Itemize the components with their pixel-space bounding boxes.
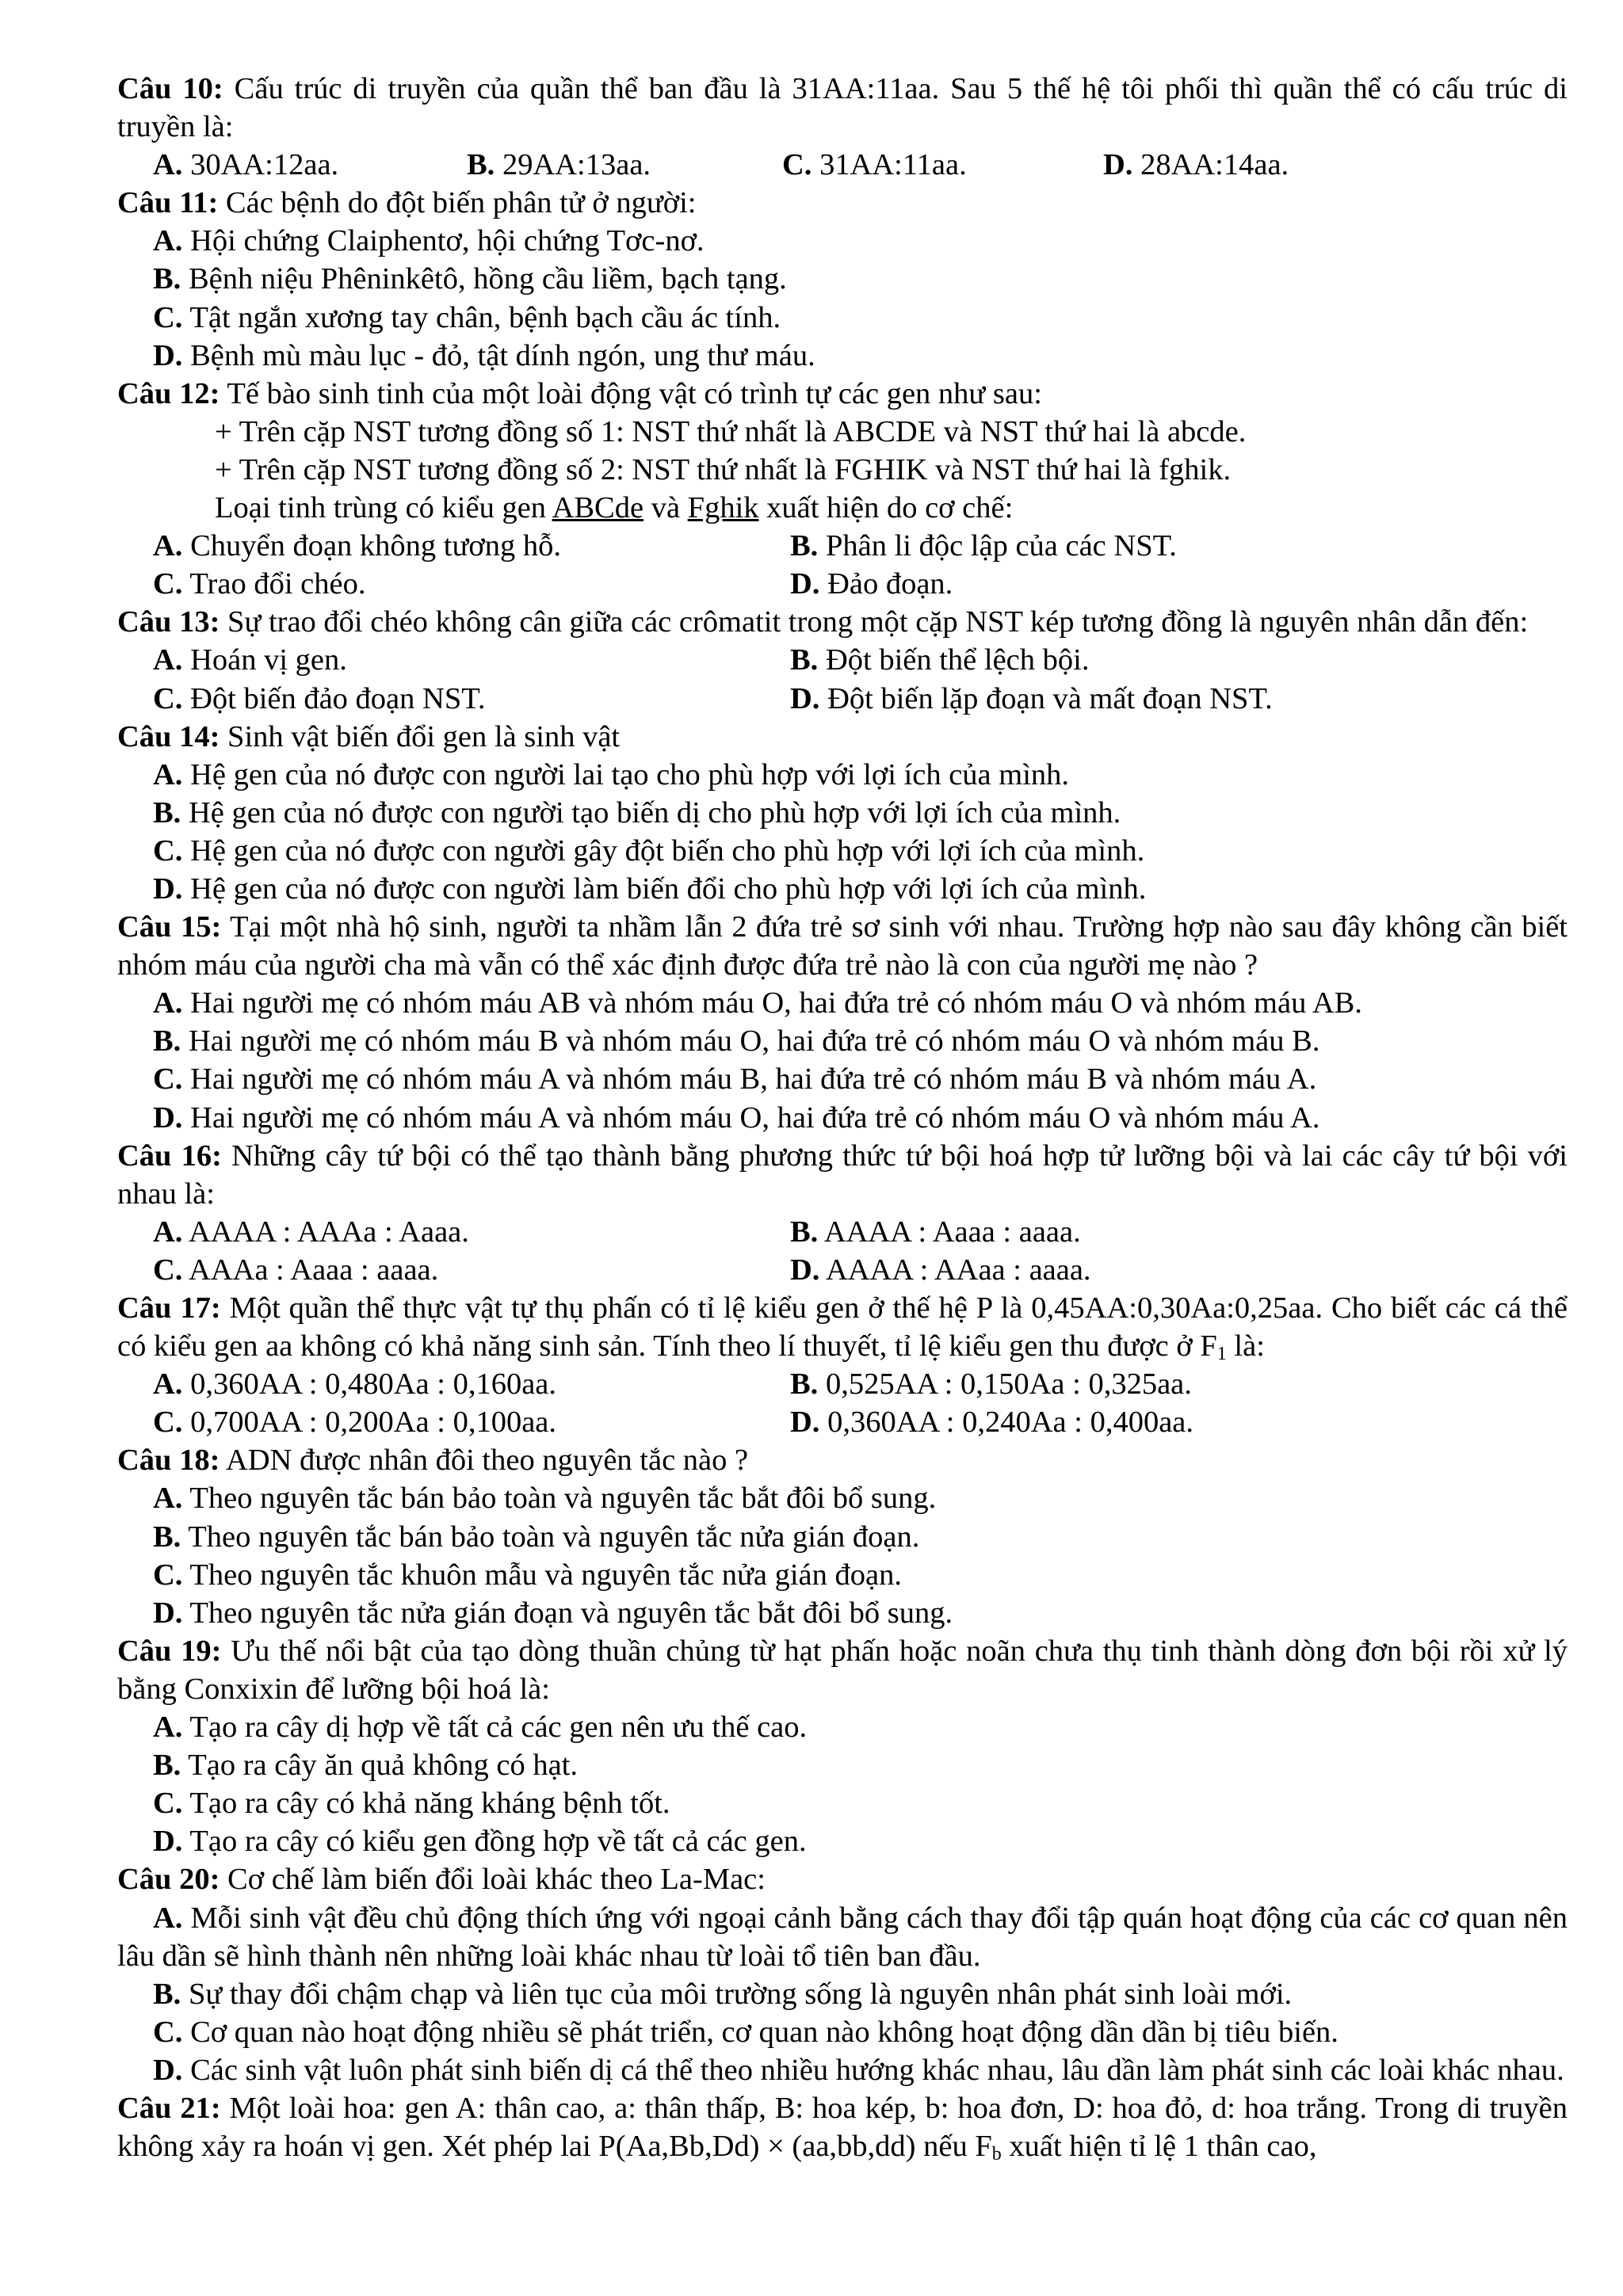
option-text: Bệnh niệu Phêninkêtô, hồng cầu liềm, bạch tạng. xyxy=(181,262,787,296)
question-12-stem xyxy=(117,375,1568,413)
option-text: Trao đổi chéo. xyxy=(182,567,366,601)
question-14-stem xyxy=(117,718,1568,756)
option-letter: C. xyxy=(153,1062,183,1097)
option-c[interactable] xyxy=(153,565,790,603)
question-number: Câu 12: xyxy=(117,376,220,410)
option-text: Phân li độc lập của các NST. xyxy=(818,529,1177,563)
option-letter: D. xyxy=(153,2053,183,2087)
question-text: Cơ chế làm biến đổi loài khác theo La-Mac: xyxy=(220,1863,766,1897)
option-b[interactable] xyxy=(117,1022,1568,1060)
question-text: ADN được nhân đôi theo nguyên tắc nào ? xyxy=(220,1444,749,1478)
option-letter: A. xyxy=(153,529,183,563)
option-letter: C. xyxy=(153,681,183,715)
chromosome-pair-1-line: + Trên cặp NST tương đồng số 1: NST thứ nhất là ABCDE và NST thứ hai là abcde. xyxy=(215,414,1247,448)
options-row xyxy=(117,1213,1568,1251)
option-text: Hệ gen của nó được con người tạo biến dị cho phù hợp với lợi ích của mình. xyxy=(181,795,1121,830)
option-letter: B. xyxy=(153,1024,181,1058)
option-letter: A. xyxy=(153,1711,183,1745)
option-text: Bệnh mù màu lục - đỏ, tật dính ngón, ung thư máu. xyxy=(182,338,815,372)
option-c[interactable] xyxy=(117,1556,1568,1594)
options-row xyxy=(117,565,1568,603)
options-row xyxy=(117,1251,1568,1289)
option-c[interactable] xyxy=(117,299,1568,337)
option-b[interactable] xyxy=(790,1213,1081,1251)
subscript: b xyxy=(991,2144,1002,2165)
option-a[interactable] xyxy=(153,146,467,184)
option-text: Hội chứng Claiphentơ, hội chứng Tơc-nơ. xyxy=(182,224,705,258)
option-text: Hai người mẹ có nhóm máu A và nhóm máu O, hai đứa trẻ có nhóm máu O và nhóm máu A. xyxy=(182,1100,1320,1135)
question-14 xyxy=(117,718,1568,908)
option-b[interactable] xyxy=(117,794,1568,832)
text: và xyxy=(643,491,688,525)
option-c[interactable] xyxy=(153,680,790,718)
text: xuất hiện do cơ chế: xyxy=(758,491,1014,525)
option-c[interactable] xyxy=(153,1251,790,1289)
option-text: 0,525AA : 0,150Aa : 0,325aa. xyxy=(818,1367,1192,1402)
option-letter: A. xyxy=(153,224,183,258)
sperm-genotype-line xyxy=(117,489,1568,527)
option-text: Hai người mẹ có nhóm máu AB và nhóm máu O, hai đứa trẻ có nhóm máu O và nhóm máu AB. xyxy=(182,986,1362,1020)
option-a[interactable] xyxy=(153,1365,790,1403)
options-row xyxy=(117,146,1568,184)
question-text: Ưu thế nổi bật của tạo dòng thuần chủng từ hạt phấn hoặc noãn chưa thụ tinh thành dòng đơn bội rồi xử lý bằng Conxixin để lưỡng bội hoá là: xyxy=(117,1634,1568,1706)
option-d[interactable] xyxy=(117,870,1568,908)
option-text: Cơ quan nào hoạt động nhiều sẽ phát triển, cơ quan nào không hoạt động dần dần bị tiêu biến. xyxy=(182,2015,1338,2049)
question-17 xyxy=(117,1289,1568,1441)
question-text: Sự trao đổi chéo không cân giữa các crômatit trong một cặp NST kép tương đồng là nguyên nhân dẫn đến: xyxy=(220,605,1529,639)
chromosome-pair-2-line: + Trên cặp NST tương đồng số 2: NST thứ nhất là FGHIK và NST thứ hai là fghik. xyxy=(215,452,1232,486)
option-text: Các sinh vật luôn phát sinh biến dị cá thể theo nhiều hướng khác nhau, lâu dần làm phát sinh các loài khác nhau. xyxy=(182,2053,1564,2087)
question-text-end: xuất hiện tỉ lệ 1 thân cao, xyxy=(1001,2130,1317,2164)
option-d[interactable] xyxy=(117,1822,1568,1860)
option-text: Theo nguyên tắc khuôn mẫu và nguyên tắc nửa gián đoạn. xyxy=(182,1558,902,1592)
question-20-stem xyxy=(117,1860,1568,1898)
option-letter: D. xyxy=(790,681,820,715)
option-d[interactable] xyxy=(790,680,1273,718)
question-number: Câu 20: xyxy=(117,1863,220,1897)
genotype-underlined: Fghik xyxy=(687,491,759,525)
option-letter: C. xyxy=(782,148,812,182)
option-text: 31AA:11aa. xyxy=(812,148,967,182)
option-letter: A. xyxy=(153,757,183,791)
option-a[interactable] xyxy=(153,527,790,565)
option-letter: C. xyxy=(153,567,183,601)
question-text: Một quần thể thực vật tự thụ phấn có tỉ lệ kiểu gen ở thế hệ P là 0,45AA:0,30Aa:0,25aa. Cho biết các cá thể có kiểu gen aa không có khả năng sinh sản. Tính theo lí thuyết, tỉ lệ kiểu gen thu được ở F xyxy=(117,1291,1568,1363)
option-letter: C. xyxy=(153,300,183,334)
option-b[interactable] xyxy=(117,1975,1568,2013)
question-number: Câu 19: xyxy=(117,1634,222,1668)
option-text: Tạo ra cây có kiểu gen đồng hợp về tất cả các gen. xyxy=(182,1825,807,1859)
option-a[interactable] xyxy=(117,984,1568,1022)
option-letter: B. xyxy=(153,262,181,296)
option-c[interactable] xyxy=(117,1784,1568,1822)
option-c[interactable] xyxy=(117,1060,1568,1098)
option-text: Tật ngắn xương tay chân, bệnh bạch cầu ác tính. xyxy=(182,300,781,334)
option-letter: A. xyxy=(153,986,183,1020)
option-text: 0,700AA : 0,200Aa : 0,100aa. xyxy=(182,1405,557,1440)
option-b[interactable] xyxy=(790,641,1089,679)
question-15 xyxy=(117,908,1568,1137)
options-row xyxy=(117,1365,1568,1403)
question-text: Các bệnh do đột biến phân tử ở người: xyxy=(218,186,697,220)
option-text: Hệ gen của nó được con người lai tạo cho phù hợp với lợi ích của mình. xyxy=(182,757,1070,791)
option-letter: D. xyxy=(153,1596,183,1630)
option-a[interactable] xyxy=(117,1708,1568,1746)
question-16-stem xyxy=(117,1137,1568,1213)
option-text: AAAA : AAaa : aaaa. xyxy=(819,1253,1091,1287)
option-letter: D. xyxy=(153,871,183,906)
option-text: Tạo ra cây có khả năng kháng bệnh tốt. xyxy=(182,1787,670,1821)
option-text: Đột biến lặp đoạn và mất đoạn NST. xyxy=(819,681,1273,715)
option-c[interactable] xyxy=(117,2013,1568,2051)
option-text: Tạo ra cây dị hợp về tất cả các gen nên ưu thế cao. xyxy=(182,1711,808,1745)
question-16 xyxy=(117,1137,1568,1289)
option-letter: C. xyxy=(153,1558,183,1592)
option-text: 0,360AA : 0,240Aa : 0,400aa. xyxy=(819,1405,1194,1440)
option-text: Theo nguyên tắc bán bảo toàn và nguyên tắc bắt đôi bổ sung. xyxy=(182,1482,937,1516)
option-d[interactable] xyxy=(790,1251,1091,1289)
option-letter: B. xyxy=(153,795,181,830)
option-d[interactable] xyxy=(117,1099,1568,1137)
question-11 xyxy=(117,184,1568,374)
question-17-stem xyxy=(117,1289,1568,1365)
options-row xyxy=(117,527,1568,565)
option-letter: D. xyxy=(153,338,183,372)
option-letter: B. xyxy=(153,1749,181,1783)
question-number: Câu 17: xyxy=(117,1291,221,1325)
option-b[interactable] xyxy=(790,1365,1192,1403)
option-letter: B. xyxy=(153,1977,181,2011)
question-18 xyxy=(117,1441,1568,1631)
question-number: Câu 10: xyxy=(117,72,223,105)
question-15-stem xyxy=(117,908,1568,984)
question-19-stem xyxy=(117,1632,1568,1708)
question-11-stem xyxy=(117,184,1568,222)
option-letter: D. xyxy=(153,1100,183,1135)
option-text: Hoán vị gen. xyxy=(182,643,347,677)
option-a[interactable] xyxy=(117,1899,1568,1975)
question-number: Câu 11: xyxy=(117,186,219,220)
option-letter: C. xyxy=(153,1253,183,1287)
genotype-underlined: ABCde xyxy=(552,491,644,525)
option-c[interactable] xyxy=(153,1403,790,1441)
option-letter: B. xyxy=(467,148,495,182)
option-d[interactable] xyxy=(790,1403,1193,1441)
options-row xyxy=(117,680,1568,718)
option-text: 29AA:13aa. xyxy=(495,148,651,182)
option-text: 0,360AA : 0,480Aa : 0,160aa. xyxy=(182,1367,557,1402)
question-number: Câu 16: xyxy=(117,1138,222,1173)
question-text-end: là: xyxy=(1226,1329,1265,1363)
question-10 xyxy=(117,70,1568,184)
option-b[interactable] xyxy=(117,1746,1568,1784)
option-d[interactable] xyxy=(117,1594,1568,1632)
question-20 xyxy=(117,1860,1568,2089)
option-text: Chuyển đoạn không tương hỗ. xyxy=(182,529,561,563)
option-letter: A. xyxy=(153,148,183,182)
options-row xyxy=(117,641,1568,679)
option-text: 30AA:12aa. xyxy=(182,148,339,182)
option-letter: C. xyxy=(153,1405,183,1440)
option-letter: B. xyxy=(790,1215,819,1249)
option-letter: A. xyxy=(153,1367,183,1402)
option-letter: C. xyxy=(153,2015,183,2049)
option-b[interactable] xyxy=(790,527,1177,565)
question-text: Cấu trúc di truyền của quần thể ban đầu là 31AA:11aa. Sau 5 thế hệ tôi phối thì quần thể có cấu trúc di truyền là: xyxy=(117,72,1568,144)
question-number: Câu 13: xyxy=(117,605,220,639)
option-a[interactable] xyxy=(117,756,1568,794)
question-10-stem xyxy=(117,70,1568,146)
question-text: Một loài hoa: gen A: thân cao, a: thân thấp, B: hoa kép, b: hoa đơn, D: hoa đỏ, d: hoa trắng. Trong di truyền không xảy ra hoán vị gen. Xét phép lai P(Aa,Bb,Dd) × (aa,bb,dd) nếu F xyxy=(117,2091,1568,2164)
option-d[interactable] xyxy=(117,2051,1568,2089)
question-21-stem xyxy=(117,2089,1568,2165)
option-letter: C. xyxy=(153,833,183,868)
option-text: Theo nguyên tắc nửa gián đoạn và nguyên tắc bắt đôi bổ sung. xyxy=(182,1596,953,1630)
question-13 xyxy=(117,603,1568,717)
option-a[interactable] xyxy=(153,641,790,679)
question-21 xyxy=(117,2089,1568,2165)
option-letter: C. xyxy=(153,1787,183,1821)
option-b[interactable] xyxy=(467,146,782,184)
option-letter: D. xyxy=(790,1253,820,1287)
option-text: Sự thay đổi chậm chạp và liên tục của môi trường sống là nguyên nhân phát sinh loài mới. xyxy=(181,1977,1293,2011)
option-text: AAAA : AAAa : Aaaa. xyxy=(182,1215,469,1249)
subscript: 1 xyxy=(1216,1344,1227,1365)
option-letter: D. xyxy=(790,567,820,601)
question-19 xyxy=(117,1632,1568,1861)
options-row xyxy=(117,1403,1568,1441)
option-letter: B. xyxy=(790,1367,819,1402)
option-letter: A. xyxy=(153,643,183,677)
question-18-stem xyxy=(117,1441,1568,1479)
option-letter: A. xyxy=(153,1482,183,1516)
option-text: Hệ gen của nó được con người gây đột biến cho phù hợp với lợi ích của mình. xyxy=(182,833,1145,868)
question-13-stem xyxy=(117,603,1568,641)
option-letter: B. xyxy=(153,1520,181,1554)
option-text: Hệ gen của nó được con người làm biến đổi cho phù hợp với lợi ích của mình. xyxy=(182,871,1147,906)
option-b[interactable] xyxy=(117,260,1568,298)
option-d[interactable] xyxy=(790,565,953,603)
question-text: Tại một nhà hộ sinh, người ta nhầm lẫn 2 đứa trẻ sơ sinh với nhau. Trường hợp nào sau đây không cần biết nhóm máu của người cha mà vẫn có thể xác định được đứa trẻ nào là con của người mẹ nào ? xyxy=(117,910,1568,982)
option-text: AAAa : Aaaa : aaaa. xyxy=(182,1253,439,1287)
question-text: Sinh vật biến đổi gen là sinh vật xyxy=(220,719,621,753)
option-letter: B. xyxy=(790,529,819,563)
option-c[interactable] xyxy=(117,832,1568,870)
option-a[interactable] xyxy=(117,1479,1568,1517)
question-number: Câu 14: xyxy=(117,719,220,753)
option-letter: B. xyxy=(790,643,819,677)
option-letter: A. xyxy=(153,1215,183,1249)
question-12 xyxy=(117,375,1568,604)
question-text: Những cây tứ bội có thể tạo thành bằng phương thức tứ bội hoá hợp tử lưỡng bội và lai các cây tứ bội với nhau là: xyxy=(117,1138,1568,1211)
option-b[interactable] xyxy=(117,1518,1568,1556)
option-text: Mỗi sinh vật đều chủ động thích ứng với ngoại cảnh bằng cách thay đổi tập quán hoạt động của các cơ quan nên lâu dần sẽ hình thành nên những loài khác nhau từ loài tổ tiên ban đầu. xyxy=(117,1901,1568,1973)
option-text: AAAA : Aaaa : aaaa. xyxy=(818,1215,1081,1249)
question-text: Tế bào sinh tinh của một loài động vật có trình tự các gen như sau: xyxy=(220,376,1042,410)
option-text: 28AA:14aa. xyxy=(1132,148,1289,182)
option-text: Đảo đoạn. xyxy=(819,567,953,601)
option-a[interactable] xyxy=(153,1213,790,1251)
option-text: Theo nguyên tắc bán bảo toàn và nguyên tắc nửa gián đoạn. xyxy=(181,1520,920,1554)
option-letter: D. xyxy=(1103,148,1133,182)
option-letter: D. xyxy=(153,1825,183,1859)
option-text: Hai người mẹ có nhóm máu B và nhóm máu O, hai đứa trẻ có nhóm máu O và nhóm máu B. xyxy=(181,1024,1320,1058)
option-d[interactable] xyxy=(1103,146,1289,184)
option-letter: A. xyxy=(153,1901,183,1935)
option-text: Tạo ra cây ăn quả không có hạt. xyxy=(181,1749,578,1783)
question-number: Câu 18: xyxy=(117,1444,220,1478)
option-text: Đột biến thể lệch bội. xyxy=(818,643,1090,677)
option-c[interactable] xyxy=(782,146,1103,184)
option-text: Hai người mẹ có nhóm máu A và nhóm máu B, hai đứa trẻ có nhóm máu B và nhóm máu A. xyxy=(182,1062,1317,1097)
option-text: Đột biến đảo đoạn NST. xyxy=(182,681,486,715)
text: Loại tinh trùng có kiểu gen xyxy=(215,491,552,525)
option-d[interactable] xyxy=(117,337,1568,375)
option-a[interactable] xyxy=(117,222,1568,260)
option-letter: D. xyxy=(790,1405,820,1440)
question-number: Câu 15: xyxy=(117,910,222,944)
question-number: Câu 21: xyxy=(117,2091,221,2125)
